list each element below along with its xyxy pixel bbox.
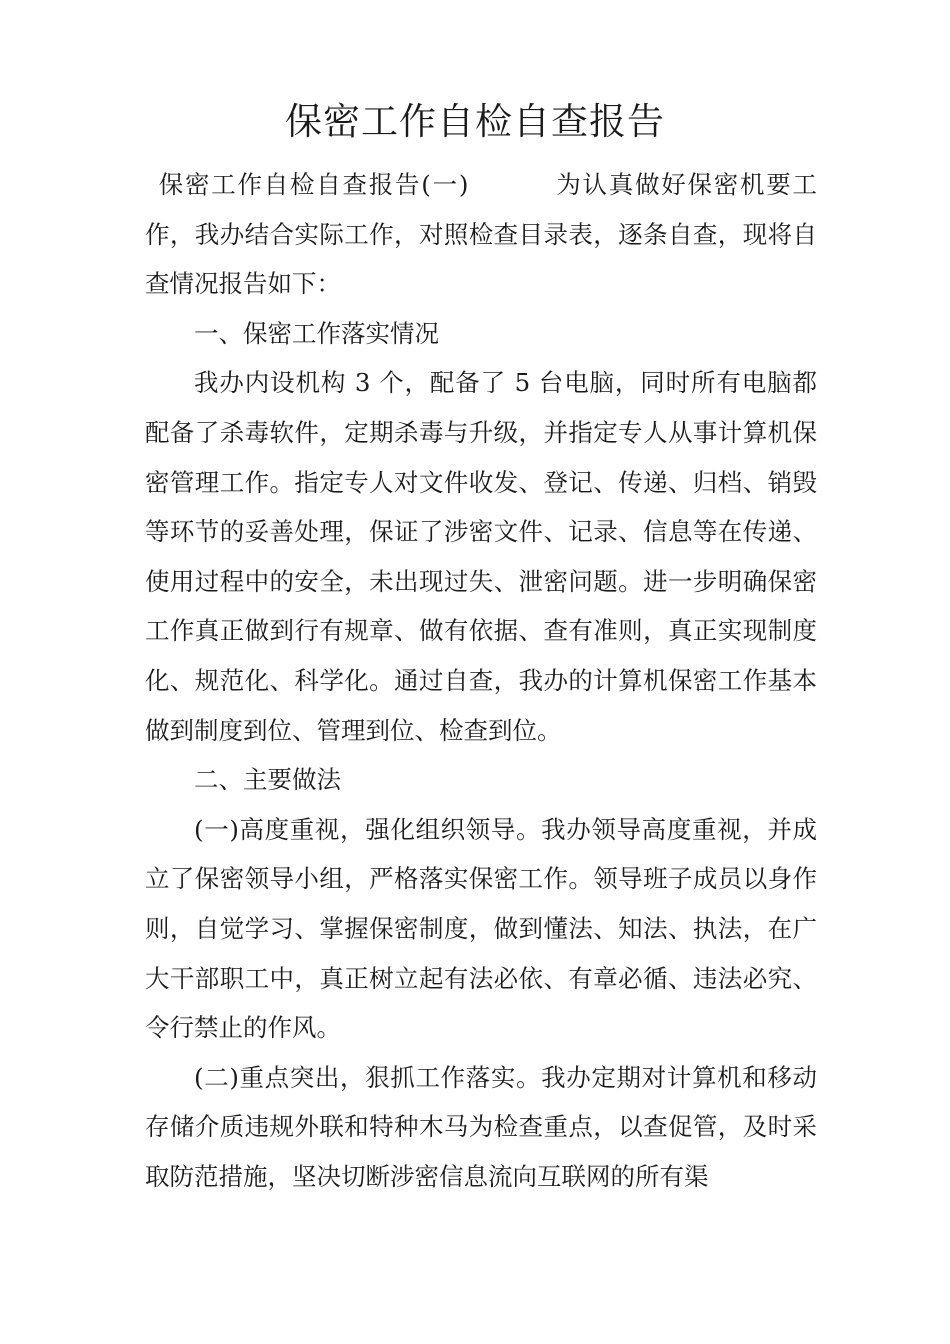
section-heading-2: 二、主要做法 bbox=[194, 765, 341, 795]
intro-heading: 保密工作自检自查报告(一) bbox=[157, 170, 469, 199]
document-title: 保密工作自检自查报告 bbox=[285, 100, 665, 143]
paragraph-1: 我办内设机构 3 个，配备了 5 台电脑，同时所有电脑都配备了杀毒软件，定期杀毒与升级，并指定专人从事计算机保密管理工作。指定专人对文件收发、登记、传递、归档、销毁等环节的妥善处理，保证了涉密文件、记录、信息等在传递、使用过程中的安全，未出现过失、泄密问题。进一步明确保密工作真正做到行有规章、做有依据、查有准则，真正实现制度化、规范化、科学化。通过自查，我办的计算机保密工作基本做到制度到位、管理到位、检查到位。 bbox=[145, 368, 817, 745]
intro-paragraph bbox=[145, 160, 817, 309]
paragraph-3: (二)重点突出，狠抓工作落实。我办定期对计算机和移动存储介质违规外联和特种木马为检查重点，以查促管，及时采取防范措施，坚决切断涉密信息流向互联网的所有渠 bbox=[145, 1062, 817, 1191]
document-body bbox=[145, 160, 817, 1201]
intro-text: 为认真做好保密机要工作，我办结合实际工作，对照检查目录表，逐条自查，现将自查情况报告如下： bbox=[145, 170, 817, 299]
paragraph-2: (一)高度重视，强化组织领导。我办领导高度重视，并成立了保密领导小组，严格落实保密工作。领导班子成员以身作则，自觉学习、掌握保密制度，做到懂法、知法、执法，在广大干部职工中，真正树立起有法必依、有章必循、违法必究、令行禁止的作风。 bbox=[145, 814, 817, 1043]
section-heading-1: 一、保密工作落实情况 bbox=[194, 318, 439, 348]
